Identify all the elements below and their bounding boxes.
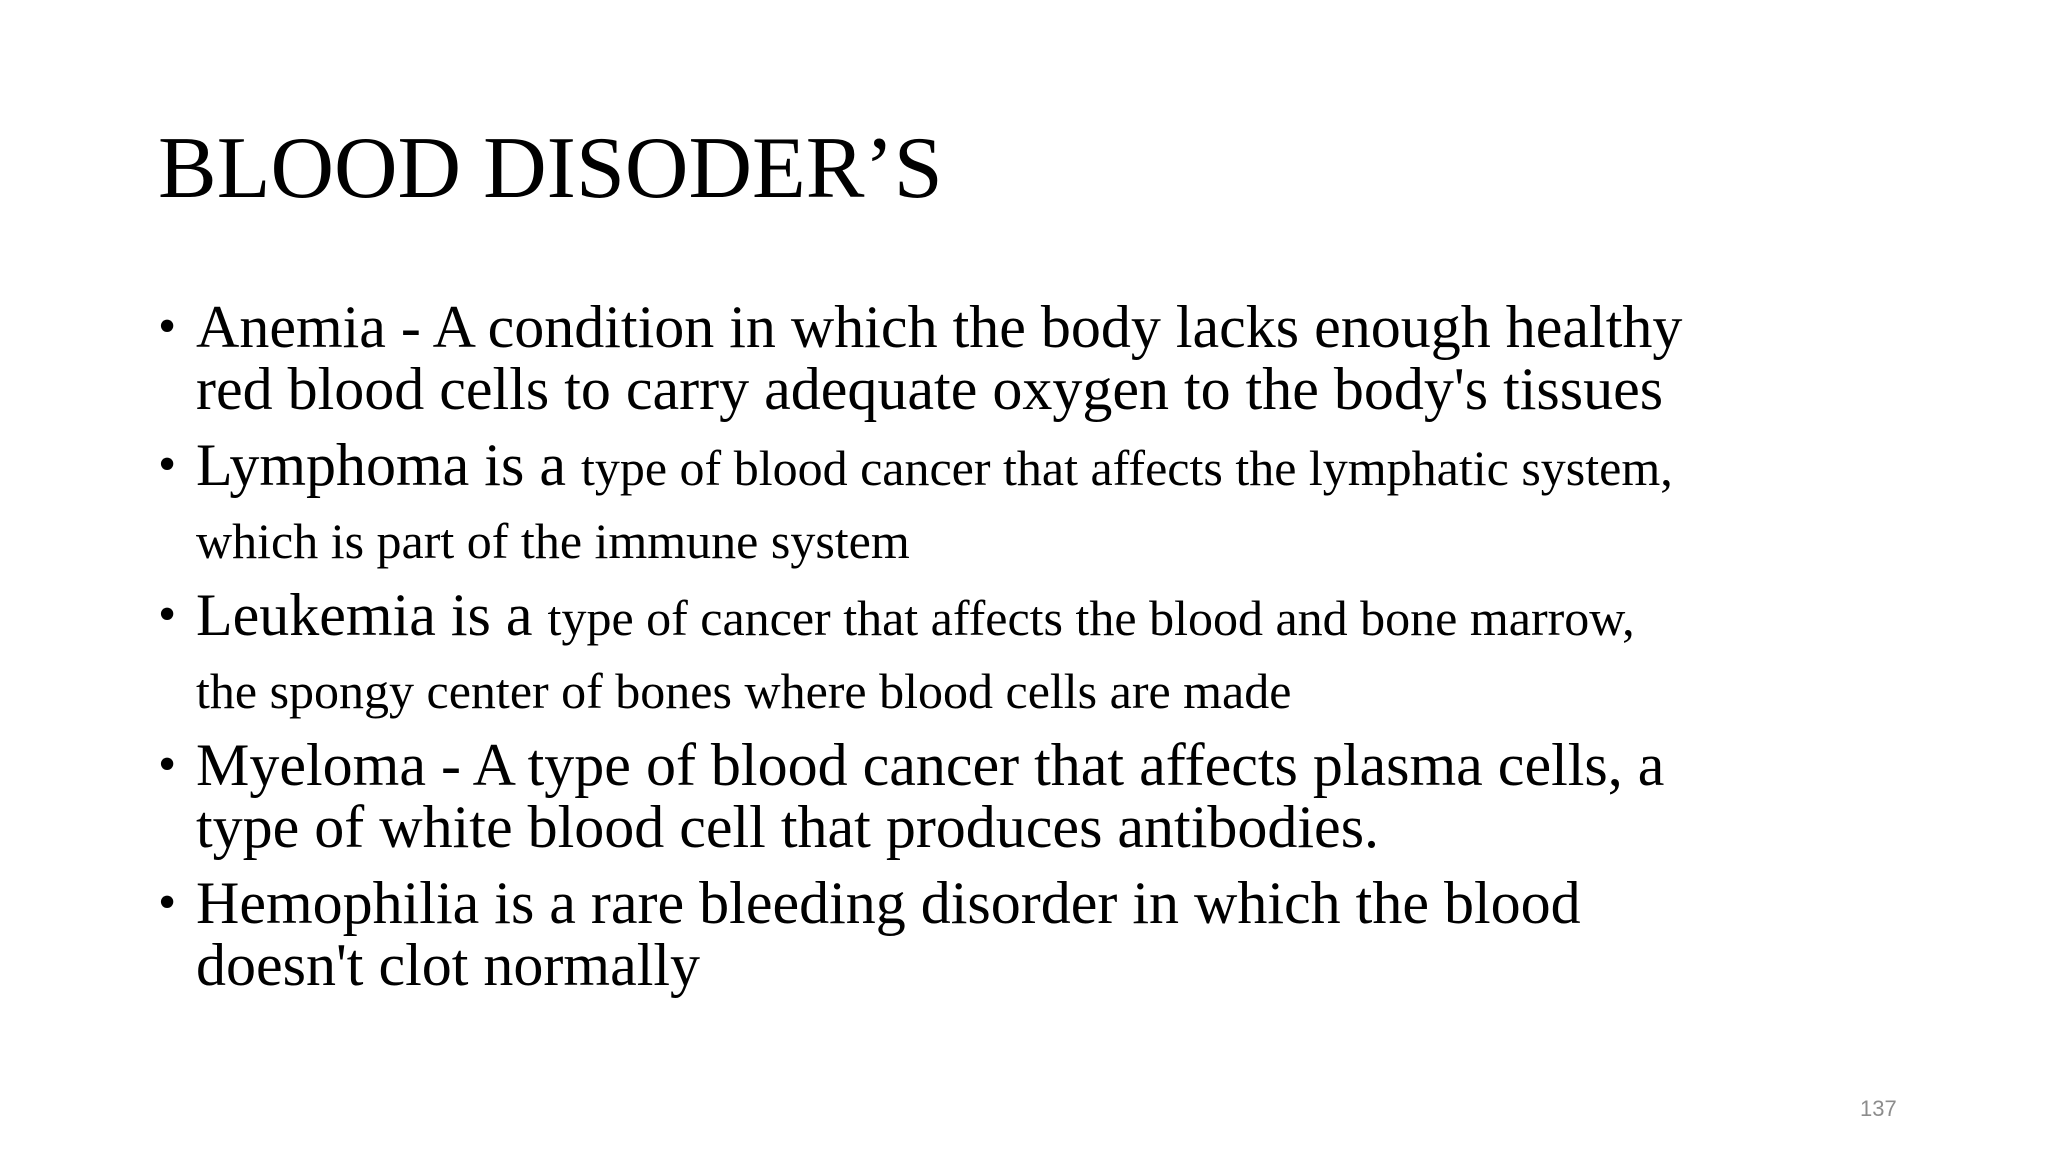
bullet-item-myeloma: [158, 734, 1918, 858]
bullet-lead-text: Leukemia is a: [196, 582, 548, 648]
bullet-text-line: [196, 434, 1918, 512]
bullet-marker: •: [158, 874, 177, 931]
bullet-lead-text: Lymphoma is a: [196, 432, 581, 498]
bullet-item-lymphoma: [158, 434, 1918, 570]
bullet-text-line: which is part of the immune system: [196, 513, 910, 569]
page-number: 137: [1860, 1096, 1897, 1121]
bullet-text-line: red blood cells to carry adequate oxygen to the body's tissues: [196, 356, 1664, 422]
bullet-marker: •: [158, 736, 177, 793]
bullet-rest-text: type of blood cancer that affects the lymphatic system,: [580, 440, 1673, 496]
bullet-text-line: [196, 584, 1918, 662]
bullet-marker: •: [158, 298, 177, 355]
bullet-text-line: doesn't clot normally: [196, 932, 701, 998]
bullet-marker: •: [158, 586, 177, 643]
bullet-item-anemia: [158, 296, 1918, 420]
bullet-text-line: Anemia - A condition in which the body lacks enough healthy: [196, 294, 1683, 360]
bullet-text-line: the spongy center of bones where blood cells are made: [196, 663, 1292, 719]
bullet-text-line: type of white blood cell that produces antibodies.: [196, 794, 1380, 860]
bullet-list: [158, 296, 1918, 1010]
bullet-item-hemophilia: [158, 872, 1918, 996]
bullet-rest-text: type of cancer that affects the blood and bone marrow,: [547, 590, 1635, 646]
slide-title: BLOOD DISODER’S: [158, 120, 943, 217]
bullet-text-line: Myeloma - A type of blood cancer that affects plasma cells, a: [196, 732, 1665, 798]
bullet-marker: •: [158, 436, 177, 493]
bullet-item-leukemia: [158, 584, 1918, 720]
bullet-text-line: Hemophilia is a rare bleeding disorder in which the blood: [196, 870, 1581, 936]
